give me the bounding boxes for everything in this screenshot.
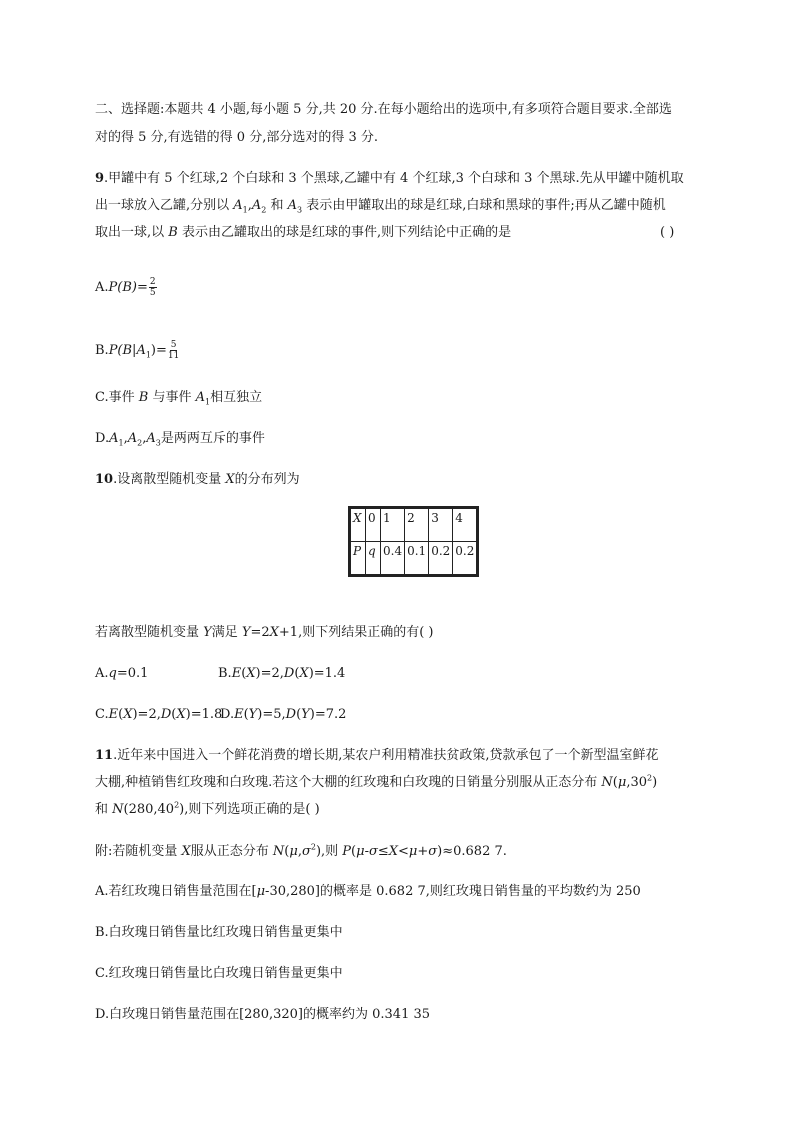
table-cell: X: [350, 508, 366, 542]
q9-text2a: 出一球放入乙罐,分别以: [95, 198, 234, 213]
q9-text3b: 表示由乙罐取出的球是红球的事件,则下列结论中正确的是: [177, 225, 512, 240]
table-cell: 0.4: [381, 542, 405, 576]
q9-line1: [95, 169, 684, 189]
q11-option-c: C.红玫瑰日销售量比白玫瑰日销售量更集中: [95, 966, 343, 981]
q9-option-a: A.P(B)= $\frac{2}{5}$: [95, 277, 156, 298]
q10-option-b: B.E(X)=2,D(X)=1.4: [218, 666, 346, 681]
q11-note: 附:若随机变量 X服从正态分布 $N(\mu,\sigma^2)$,则 P(μ-σ≤X<μ+σ)≈0.682 7.: [95, 842, 507, 859]
table-cell: 0.1: [405, 542, 429, 576]
table-cell: 4: [453, 508, 478, 542]
q9-option-c: C.事件 B 与事件 $A_1$相互独立: [95, 390, 263, 407]
q10-stem-line1: 10.设离散型随机变量 X的分布列为: [95, 472, 300, 487]
section-header-line1: 二、选择题:本题共 4 小题,每小题 5 分,共 20 分.在每小题给出的选项中,有多项符合题目要求.全部选: [95, 102, 672, 117]
q9-line3: 取出一球,以 B 表示由乙罐取出的球是红球的事件,则下列结论中正确的是: [95, 225, 512, 240]
q11-line3: 和 N(280,40$^2$),则下列选项正确的是( ): [95, 800, 320, 817]
table-row: [350, 542, 478, 576]
q10-option-c: C.E(X)=2,D(X)=1.8: [95, 707, 223, 722]
q11-option-b: B.白玫瑰日销售量比红玫瑰日销售量更集中: [95, 925, 343, 940]
table-cell: 3: [429, 508, 453, 542]
section-header-line2: 对的得 5 分,有选错的得 0 分,部分选对的得 3 分.: [95, 130, 379, 145]
q9-line2: 出一球放入乙罐,分别以 $A_1,A_2$ 和 $A_3$ 表示由甲罐取出的球是红球,白球和黑球的事件;再从乙罐中随机: [95, 198, 666, 215]
q10-option-d: D.E(Y)=5,D(Y)=7.2: [220, 707, 347, 722]
table-cell: 2: [405, 508, 429, 542]
table-cell: P: [350, 542, 366, 576]
table-cell: 0: [366, 508, 381, 542]
q9-text3a: 取出一球,以: [95, 225, 169, 240]
q11-line1: 11.近年来中国进入一个鲜花消费的增长期,某农户利用精准扶贫政策,贷款承包了一个新型温室鲜花: [95, 748, 659, 763]
table-cell: 0.2: [453, 542, 478, 576]
q9-option-b: $B.P(B|A_1)=$ $\frac{5}{11}$: [95, 340, 180, 361]
q10-option-a: A.q=0.1: [95, 666, 149, 681]
q9-text1: .甲罐中有 5 个红球,2 个白球和 3 个黑球,乙罐中有 4 个红球,3 个白球和 3 个黑球.先从甲罐中随机取: [104, 171, 684, 186]
q9-a1a2: A: [233, 198, 243, 213]
table-cell: q: [366, 542, 381, 576]
q11-option-d: D.白玫瑰日销售量范围在[280,320]的概率约为 0.341 35: [95, 1007, 431, 1022]
q11-number: 11: [95, 748, 114, 763]
q11-option-a: A.若红玫瑰日销售量范围在[μ-30,280]的概率是 0.682 7,则红玫瑰日销售量的平均数约为 250: [95, 884, 641, 899]
distribution-table: [348, 506, 479, 577]
q9-number: 9: [95, 171, 105, 186]
q9-answer-paren: ( ): [660, 225, 675, 240]
table-cell: 1: [381, 508, 405, 542]
q9-option-d: $D.A_1,A_2,A_3$是两两互斥的事件: [95, 431, 265, 448]
table-row: [350, 508, 478, 542]
table-cell: 0.2: [429, 542, 453, 576]
q11-line2: 大棚,种植销售红玫瑰和白玫瑰.若这个大棚的红玫瑰和白玫瑰的日销量分别服从正态分布 $N(\mu,30^2)$: [95, 773, 658, 790]
q10-stem-line2: 若离散型随机变量 Y满足 Y=2X+1,则下列结果正确的有( ): [95, 625, 434, 640]
q10-number: 10: [95, 472, 114, 487]
q9-text2b: 和: [266, 198, 288, 213]
q9-text2c: 表示由甲罐取出的球是红球,白球和黑球的事件;再从乙罐中随机: [302, 198, 666, 213]
